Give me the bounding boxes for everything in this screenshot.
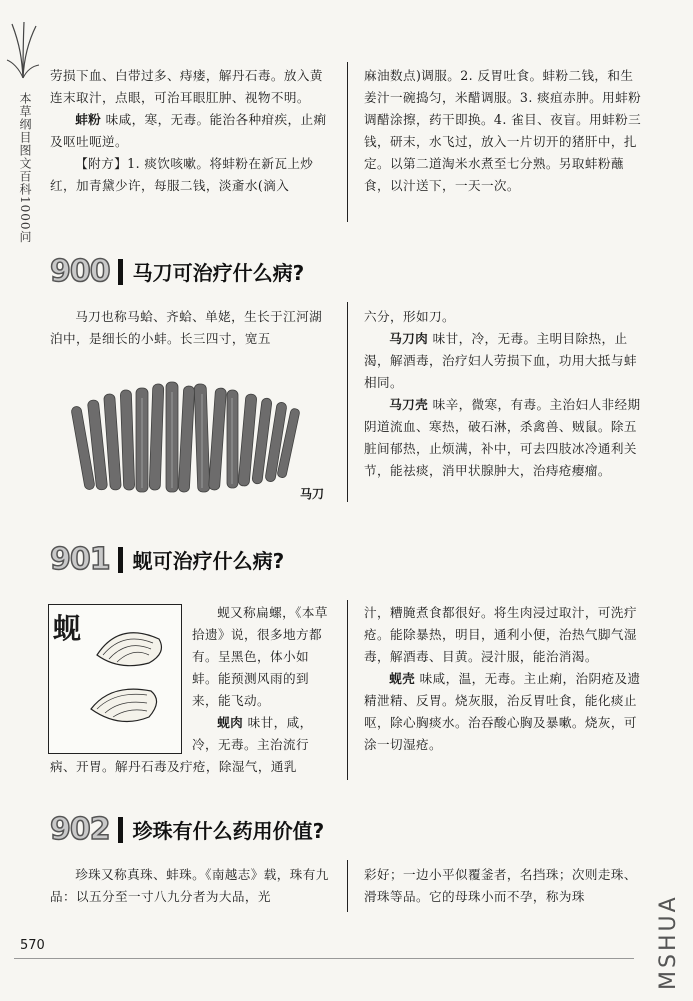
paragraph: 珍珠又称真珠、蚌珠。《南越志》载，珠有九品：以五分至一寸八九分者为大品，光: [50, 867, 329, 904]
heading-divider: [118, 259, 123, 285]
section-heading: [50, 254, 304, 289]
heading-divider: [118, 547, 123, 573]
top-right-column: [364, 65, 642, 197]
keyword: 蚌粉: [75, 112, 102, 127]
paragraph: 麻油数点)调服。2. 反胃吐食。蚌粉二钱，和生姜汁一碗捣匀，米醋调服。3. 痰疽赤肿。用蚌粉调醋涂擦，药干即换。4. 雀目、夜盲。用蚌粉三钱，研末，水飞过，放入一片切开的猪肝中，扎定。以第二道淘米水煮至七分熟。另取蚌粉蘸食，以汁送下，一天一次。: [364, 68, 642, 193]
section-number: 902: [50, 812, 110, 847]
section-title: 珍珠有什么药用价值?: [132, 819, 325, 843]
section-901-right: [364, 602, 642, 756]
section-901-left-beside: [192, 602, 332, 756]
clam-illustration-box: [48, 604, 182, 754]
book-title: 本草纲目图文百科1000问: [18, 92, 32, 244]
leaf-icon: [6, 20, 40, 80]
razor-clam-illustration: [70, 378, 338, 500]
paragraph: 【附方】1. 痰饮咳嗽。将蚌粉在新瓦上炒红，加青黛少许，每服二钱，淡齑水(滴入: [50, 156, 314, 193]
paragraph: 六分，形如刀。: [364, 309, 455, 324]
figure-caption: 马刀: [300, 487, 325, 501]
paragraph: 蚌粉 味咸，寒，无毒。能治各种疳疾，止痢及呕吐呃逆。: [50, 112, 327, 149]
column-divider: [347, 302, 348, 502]
clam-character: 蚬: [53, 612, 82, 645]
section-902-right: [364, 864, 642, 908]
section-heading: [50, 542, 284, 577]
section-title: 蚬可治疗什么病?: [132, 549, 285, 573]
keyword: 蚬壳: [389, 671, 416, 686]
paragraph: 马刀壳 味辛，微寒，有毒。主治妇人非经期阴道流血、寒热，破石淋，杀禽兽、贼鼠。除五脏间郁热，止烦满，补中，可去四肢冰冷通利关节，能祛痰，消甲状腺肿大，治痔疮瘿瘤。: [364, 397, 641, 478]
column-divider: [347, 860, 348, 912]
column-divider: [347, 600, 348, 780]
paragraph: 蚬壳 味咸，温，无毒。主止痢，治阴疮及遗精泄精、反胃。烧灰服，治反胃吐食，能化痰止呕，除心胸痰水。治吞酸心胸及暴嗽。烧灰，可涂一切湿疮。: [364, 671, 641, 752]
section-901-left: [50, 756, 332, 778]
paragraph: 蚬又称扁螺，《本草拾遗》说，很多地方都有。呈黑色，体小如蚌。能预测风雨的到来，能飞动。: [192, 605, 328, 708]
section-900-left: [50, 306, 332, 350]
section-902-left: [50, 864, 332, 908]
section-number: 901: [50, 542, 110, 577]
top-left-column: [50, 65, 332, 197]
paragraph: 病、开胃。解丹石毒及疔疮，除湿气，通乳: [50, 759, 297, 774]
paragraph: 马刀肉 味甘，冷，无毒。主明目除热，止渴，解酒毒，治疗妇人劳损下血，功用大抵与蚌相同。: [364, 331, 637, 390]
clam-shells-illustration: [49, 605, 183, 755]
watermark: MSHUA: [656, 894, 681, 990]
paragraph: 马刀也称马蛤、齐蛤、单姥，生长于江河湖泊中，是细长的小蚌。长三四寸，宽五: [50, 309, 323, 346]
heading-divider: [118, 817, 123, 843]
footer-rule: [14, 958, 634, 959]
sidebar: [0, 0, 44, 300]
keyword: 马刀壳: [389, 397, 429, 412]
paragraph: 彩好；一边小平似覆釜者，名挡珠；次则走珠、滑珠等品。它的母珠小而不孕，称为珠: [364, 867, 637, 904]
section-heading: [50, 812, 324, 847]
paragraph: 汁，糟腌煮食都很好。将生肉浸过取汁，可洗疔疮。能除暴热，明目，通利小便，治热气脚气湿毒，解酒毒、目黄。浸汁服，能治消渴。: [364, 605, 637, 664]
section-900-right: [364, 306, 642, 482]
section-number: 900: [50, 254, 110, 289]
paragraph: 蚬肉 味甘，咸，冷，无毒。主治流行: [192, 715, 313, 752]
column-divider: [347, 62, 348, 222]
keyword: 蚬肉: [217, 715, 244, 730]
paragraph: 劳损下血、白带过多、痔瘘，解丹石毒。放入黄连末取汁，点眼，可治耳眼肛肿、视物不明。: [50, 68, 323, 105]
page-number: 570: [20, 938, 45, 953]
section-title: 马刀可治疗什么病?: [132, 261, 305, 285]
keyword: 马刀肉: [389, 331, 429, 346]
